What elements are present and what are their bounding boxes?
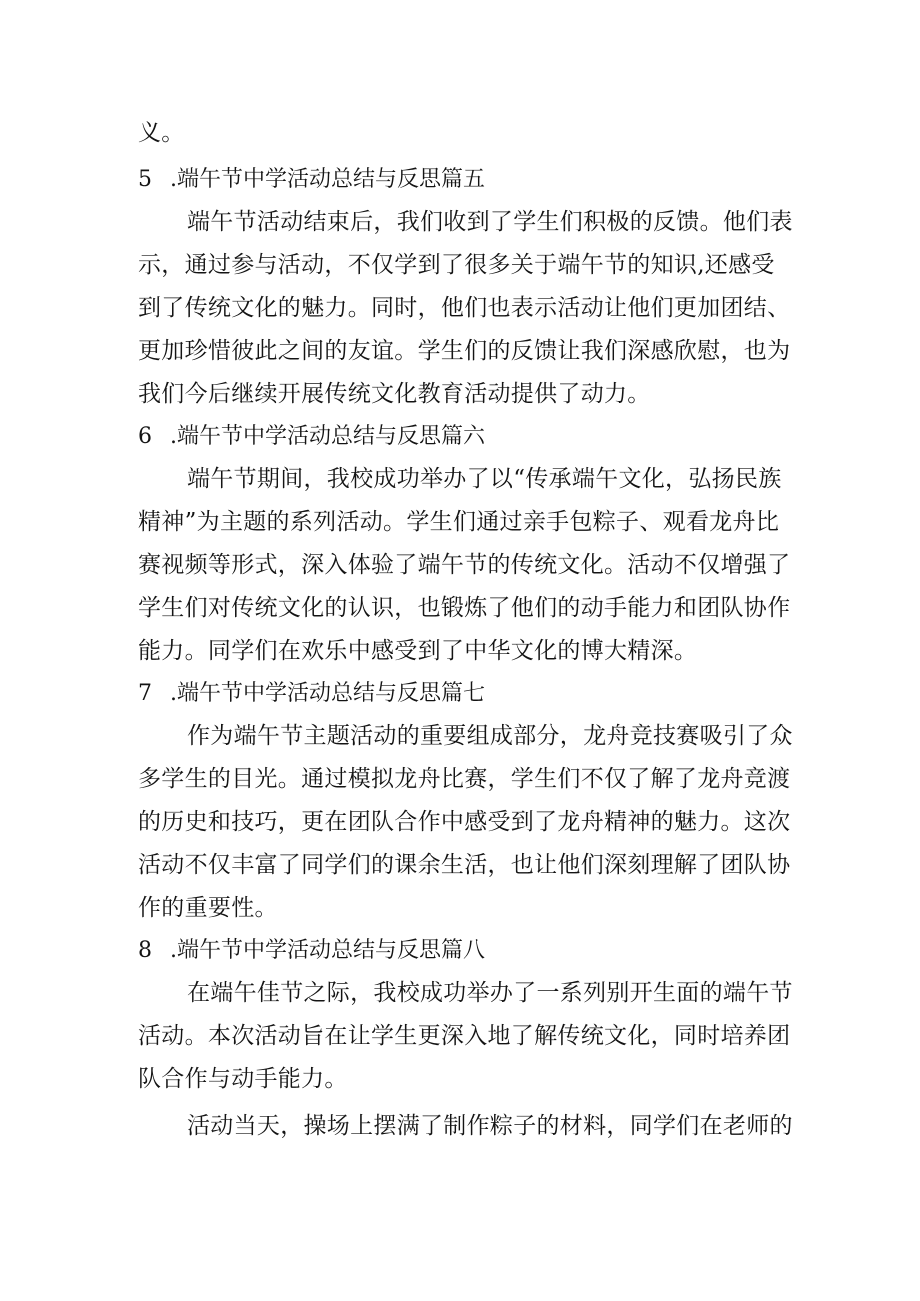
section-heading: [138, 678, 485, 710]
section-title: .端午节中学活动总结与反思篇八: [170, 938, 485, 963]
paragraph-line: 队合作与动手能力。: [138, 1066, 348, 1092]
paragraph-line: 赛视频等形式，深入体验了端午节的传统文化。活动不仅增强了: [138, 552, 791, 578]
paragraph-line: 活动。本次活动旨在让学生更深入地了解传统文化，同时培养团: [138, 1023, 791, 1049]
paragraph-line: 能力。同学们在欢乐中感受到了中华文化的博大精深。: [138, 638, 698, 664]
paragraph-line: 更加珍惜彼此之间的友谊。学生们的反馈让我们深感欣慰，也为: [138, 338, 791, 364]
section-number: 8: [138, 938, 152, 963]
paragraph-line: 作的重要性。: [138, 895, 278, 921]
paragraph-line: 我们今后继续开展传统文化教育活动提供了动力。: [138, 381, 651, 407]
section-number: 5: [138, 167, 152, 192]
section-title: .端午节中学活动总结与反思篇六: [170, 424, 485, 449]
section-heading: [138, 935, 485, 967]
paragraph-line: 作为端午节主题活动的重要组成部分，龙舟竞技赛吸引了众: [187, 723, 793, 749]
paragraph-line: 学生们对传统文化的认识，也锻炼了他们的动手能力和团队协作: [138, 595, 791, 621]
paragraph-line: 活动不仅丰富了同学们的课余生活，也让他们深刻理解了团队协: [138, 852, 791, 878]
paragraph-line: 义。: [138, 120, 185, 146]
paragraph-line: 多学生的目光。通过模拟龙舟比赛，学生们不仅了解了龙舟竞渡: [138, 766, 791, 792]
paragraph-line: 示，通过参与活动，不仅学到了很多关于端午节的知识,还感受: [138, 252, 775, 278]
paragraph-line: 的历史和技巧，更在团队合作中感受到了龙舟精神的魅力。这次: [138, 809, 791, 835]
section-title: .端午节中学活动总结与反思篇七: [170, 681, 485, 706]
section-heading: [138, 421, 485, 453]
section-number: 6: [138, 424, 152, 449]
paragraph-line: 到了传统文化的魅力。同时，他们也表示活动让他们更加团结、: [138, 295, 791, 321]
section-number: 7: [138, 681, 152, 706]
paragraph-line: 端午节期间，我校成功举办了以“传承端午文化，弘扬民族: [187, 466, 782, 492]
paragraph-line: 精神”为主题的系列活动。学生们通过亲手包粽子、观看龙舟比: [138, 509, 780, 535]
paragraph-line: 在端午佳节之际，我校成功举办了一系列别开生面的端午节: [187, 980, 793, 1006]
section-title: .端午节中学活动总结与反思篇五: [170, 167, 485, 192]
paragraph-line: 活动当天，操场上摆满了制作粽子的材料，同学们在老师的: [187, 1113, 793, 1139]
section-heading: [138, 164, 485, 196]
paragraph-line: 端午节活动结束后，我们收到了学生们积极的反馈。他们表: [187, 209, 793, 235]
